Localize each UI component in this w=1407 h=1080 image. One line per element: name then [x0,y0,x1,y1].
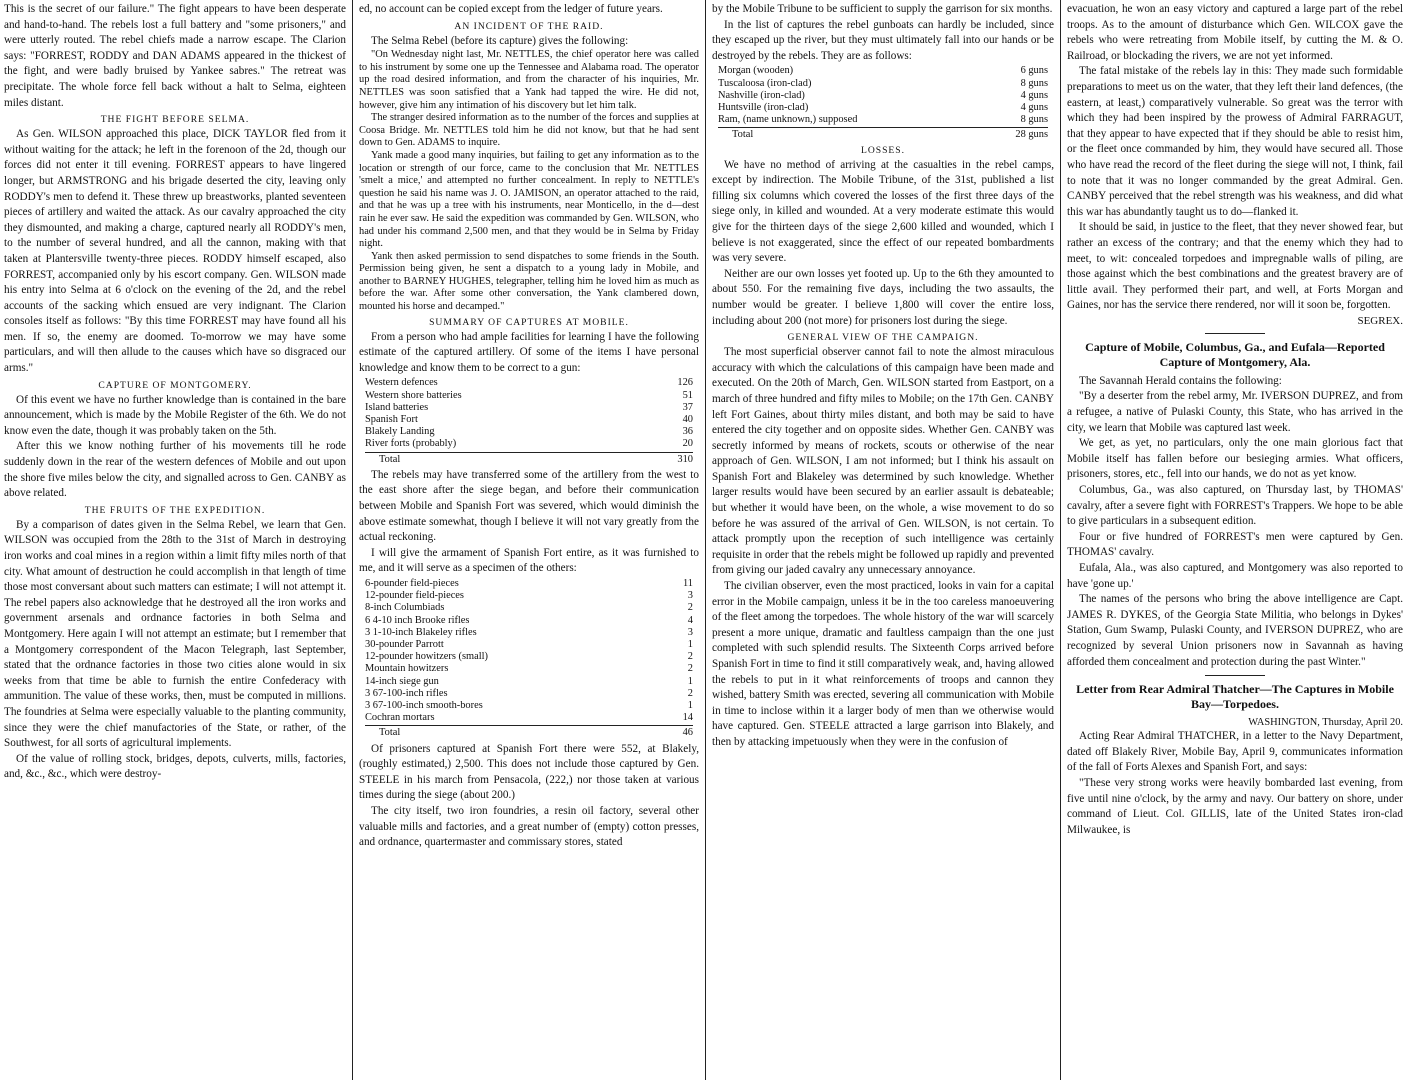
table-row [365,712,699,724]
row-value: 4 [687,614,693,626]
table-row [718,114,1054,126]
table-row [365,426,699,438]
article-paragraph: Of this event we have no further knowledge than is contained in the bare announcement, which is made by the Mobile Register of the 6th. We do not know even the date, though it was probably taken on the 5th. [4,393,346,437]
row-value: 14 [682,712,693,724]
article-paragraph: The fatal mistake of the rebels lay in this: They made such formidable preparations to meet us on the water, that they left their land defences, (the eastern, at least,) comparatively vulnerable. So great was the terror with which they had been inspired by the prowess of Admiral FARRAGUT, that they appear to have expected that if they should be able to resist him, or the fleet once commanded by him, they would have secured all. Those who have read the record of the fleet during the siege will not, I think, fail to note that it was no longer commanded by the great Admiral. Gen. CANBY perceived that the rebel strength was his weakness, and did what this war has abundantly taught us to do—flanked it. [1067,65,1403,218]
column-rule [1060,0,1061,1080]
article-divider [1205,333,1265,334]
row-value: 8 guns [1020,77,1048,89]
row-value: 3 [687,626,693,638]
row-label: 14-inch siege gun [365,675,439,687]
row-value: 2 [687,687,693,699]
row-value: 40 [682,414,693,426]
row-label: Spanish Fort [365,414,418,426]
article-paragraph: We get, as yet, no particulars, only the one main glorious fact that Mobile itself has fallen before our besieging armies. What officers, prisoners, stores, etc., fell into our hands, we do not as yet know. [1067,437,1403,481]
row-value: 126 [677,377,693,389]
article-paragraph: The Selma Rebel (before its capture) gives the following: [371,34,629,47]
row-value: 37 [682,401,693,413]
section-heading: AN INCIDENT OF THE RAID. [454,20,604,32]
article-paragraph: Of prisoners captured at Spanish Fort there were 552, at Blakely, (roughly estimated,) 2,500. This does not include those captured by Gen. STEELE in his march from Pensacola, (222,) nor those taken at various times during the siege (about 200.) [359,742,699,802]
table-row [365,700,699,712]
table-row [365,651,699,663]
article-paragraph: It should be said, in justice to the fleet, that they never showed fear, but rather an excess of the contrary; and that the enemy which they had to meet, to wit: concealed torpedoes and impregnable walls of piling, are those against which the best combinations and the greatest bravery are of little avail. They performed their part, and well, at Forts Morgan and Gaines, nor has the service there rendered, nor will it soon be, forgotten. [1067,221,1403,312]
article-paragraph: The city itself, two iron foundries, a resin oil factory, several other valuable mills and factories, and a great number of (empty) cotton presses, and ordnance, quartermaster and commissary stores, stated [359,805,699,849]
row-value: 2 [687,663,693,675]
row-label: Morgan (wooden) [718,65,794,77]
row-label: 6-pounder field-pieces [365,578,459,590]
table-row [365,676,699,688]
article-paragraph: From a person who had ample facilities for learning I have the following estimate of the captured artillery. Of some of the items I have personal knowledge and know them to be correct to a gun: [359,330,699,374]
row-value: 4 guns [1020,101,1048,113]
article-paragraph: Four or five hundred of FORREST's men were captured by Gen. THOMAS' cavalry. [1067,530,1403,559]
total-value: 28 guns [1015,129,1048,141]
table-row [718,78,1054,90]
row-label: 3 1-10-inch Blakeley rifles [365,626,477,638]
row-label: Tuscaloosa (iron-clad) [718,77,812,89]
table-row [365,438,699,450]
row-label: 3 67-100-inch rifles [365,687,448,699]
table-row [365,390,699,402]
table-row [365,402,699,414]
row-label: 8-inch Columbiads [365,602,445,614]
total-label: Total [732,129,754,141]
table-total [365,454,699,466]
total-label: Total [379,453,401,465]
total-rule [718,127,1048,128]
table-row [365,414,699,426]
row-label: Western defences [365,377,438,389]
row-value: 3 [687,590,693,602]
row-label: Huntsville (iron-clad) [718,101,809,113]
article-paragraph: This is the secret of our failure." The fight appears to have been desperate and hand-to-hand. The rebels lost a full battery and "some prisoners," and were utterly routed. The rebel chiefs made a narrow escape. The Clarion says: "FORREST, RODDY and DAN ADAMS appeared in the thickest of the fight, and were badly bruised by Yankee sabres." The retreat was precipitate. The whole force fell back without a halt to Selma, eighteen miles distant. [4,3,346,109]
row-label: Cochran mortars [365,712,435,724]
article-paragraph: The rebels may have transferred some of the artillery from the west to the east shore after the siege began, and before their communication between Mobile and Spanish Fort was severed, which would diminish the above estimate somewhat, though I believe it will not vary greatly from the actual reckoning. [359,468,699,544]
table-row [365,639,699,651]
article-paragraph: By a comparison of dates given in the Selma Rebel, we learn that Gen. WILSON was occupied from the 28th to the 31st of March in destroying iron works and coal mines in a region within a limit fifty miles north of that city. What amount of destruction he could accomplish in that length of time those most conversant about such matters can estimate; I will not attempt it. The rebel papers also acknowledge that he destroyed all the iron works and government arsenals and ordnance factories in both Selma and Montgomery. Here again I will not attempt an estimate; but I remember that a Montgomery correspondent of the Macon Telegraph, last September, stated that the ordnance factories in those two cities alone would in six weeks from that time be able to furnish the entire Confederacy with ammunition. The value of these works, then, must be computed in millions. The foundries at Selma were especially valuable to the planting community, since they were the chief manufactories of the State, or rather, of the Southwest, for all sorts of agricultural implements. [4,518,346,750]
table-row [718,65,1054,77]
article-paragraph: The names of the persons who bring the above intelligence are Capt. JAMES R. DYKES, of the Georgia State Militia, who belongs in Dykes' Station, Gum Swamp, Pulaski County, and IVERSON DUPREZ, who are recognized by several Union prisoners now in Savannah as having afforded them concealment and protection during the past Winter." [1067,593,1403,668]
article-paragraph: "These very strong works were heavily bombarded last evening, from five until nine o'clock, by the army and navy. Our battery on shore, under command of Lieut. Col. GILLIS, late of the United States iron-clad Milwaukee, is [1067,776,1403,836]
row-value: 20 [682,438,693,450]
article-paragraph: "By a deserter from the rebel army, Mr. IVERSON DUPREZ, and from a refugee, a native of Pulaski County, this State, who has arrived in the city, we learn that Mobile was captured last week. [1067,390,1403,434]
article-paragraph: "On Wednesday night last, Mr. NETTLES, the chief operator here was called to his instrument by some one up the Tennessee and Alabama road. The operator up the road desired information, and from the character of his inquiries, Mr. NETTLES was soon satisfied that a Yank had tapped the wire. He did not, however, give him any intimation of his discovery but let him talk. [359,49,699,111]
total-value: 46 [682,727,693,739]
row-label: 6 4-10 inch Brooke rifles [365,614,470,626]
article-paragraph: Acting Rear Admiral THATCHER, in a letter to the Navy Department, dated off Blakely River, Mobile Bay, April 9, communicates information of the fall of Forts Alexes and Spanish Fort, and says: [1067,730,1403,774]
table-total [365,727,699,739]
row-label: 12-pounder field-pieces [365,590,464,602]
article-paragraph: The stranger desired information as to the number of the forces and supplies at Coosa Bridge. Mr. NETTLES told him he did not know, but that he had sent down to Gen. ADAMS to inquire. [359,112,699,149]
row-label: 3 67-100-inch smooth-bores [365,700,483,712]
tally-table [365,377,699,465]
row-value: 2 [687,651,693,663]
tally-table [365,578,699,740]
section-heading: THE FIGHT BEFORE SELMA. [100,114,250,126]
section-heading: LOSSES. [860,144,906,156]
row-value: 8 guns [1020,114,1048,126]
article-headline: Capture of Mobile, Columbus, Ga., and Eufala—Reported Capture of Montgomery, Ala. [1085,339,1385,369]
table-row [365,377,699,389]
row-value: 4 guns [1020,89,1048,101]
row-value: 1 [687,700,693,712]
article-paragraph: Eufala, Ala., was also captured, and Montgomery was also reported to have 'gone up.' [1067,562,1403,590]
column-rule [705,0,706,1080]
row-value: 2 [687,602,693,614]
column-4 [1063,0,1407,1080]
table-row [365,590,699,602]
article-paragraph: After this we know nothing further of his movements till he rode suddenly down in the rear of the western defences of Mobile and out upon the shore five miles below the city, and signalled across to Gen. CANBY as above related. [4,440,346,500]
table-row [718,90,1054,102]
section-heading: SUMMARY OF CAPTURES AT MOBILE. [429,316,629,328]
article-paragraph: We have no method of arriving at the casualties in the rebel camps, except by indirection. The Mobile Tribune, of the 31st, published a list filling six columns which covered the losses of the first three days of the siege only, in killed and wounded. At a very moderate estimate this would give for the thirteen days of the siege 2,600 killed and wounded, which I believe is not exaggerated, since the effect of our repeated bombardments was very severe. [712,158,1054,265]
article-paragraph: In the list of captures the rebel gunboats can hardly be included, since they escaped up the river, but they must ultimately fall into our hands or be destroyed by the rebels. They are as follows: [712,18,1054,62]
article-paragraph: by the Mobile Tribune to be sufficient to supply the garrison for six months. [712,3,1053,15]
article-paragraph: Columbus, Ga., was also captured, on Thursday last, by THOMAS' cavalry, after a severe fight with FORREST's Trappers. We hope to be able to give particulars in a subsequent edition. [1067,484,1403,528]
table-row [718,102,1054,114]
row-label: Mountain howitzers [365,663,449,675]
row-label: 12-pounder howitzers (small) [365,651,488,663]
dateline: WASHINGTON, Thursday, April 20. [1248,717,1403,729]
article-paragraph: Yank then asked permission to send dispatches to some friends in the South. Permission being given, he sent a dispatch to a young lady in Mobile, and another to BARNEY HUGHES, telegrapher, telling him he loved him as much as before the war. After some other conversation, the Yank clambered down, mounted his horse and decamped." [359,250,699,313]
table-row [365,602,699,614]
row-value: 1 [687,675,693,687]
row-value: 1 [687,639,693,651]
table-row [365,615,699,627]
total-value: 310 [677,453,693,465]
article-paragraph: The most superficial observer cannot fail to note the almost miraculous accuracy with which the calculations of this campaign have been made and executed. On the 20th of March, Gen. WILSON started from Eastport, on a march of three hundred and fifty miles to Mobile; on the 17th Gen. CANBY left Fort Gaines, about thirty miles distant, and both may be said to have entered the city together and on opposite sides. Whether Gen. CANBY was secretly informed by means of rockets, scouts or otherwise of the near approach of Gen. WILSON, I am not informed; but I think his assault on Spanish Fort and Blakeley was determined by such knowledge. Whether larger results would have been secured by an earlier assault is debateable; but whether it would have been, on the whole, a wise movement to do so before he was assured of the arrival of Gen. WILSON, is not certain. To attack promptly upon the reception of such intelligence was certainly requisite in order that the rebels might be followed up rapidly and prevented from giving our jaded cavalry any unnecessary annoyance. [712,346,1054,577]
row-label: Blakely Landing [365,426,435,438]
row-label: Nashville (iron-clad) [718,89,805,101]
author-signature: SEGREX. [1357,314,1403,327]
row-value: 51 [682,389,693,401]
article-headline: Letter from Rear Admiral Thatcher—The Captures in Mobile Bay—Torpedoes. [1076,682,1394,712]
row-value: 11 [682,578,693,590]
row-label: Island batteries [365,401,429,413]
article-paragraph: evacuation, he won an easy victory and captured a large part of the rebel troops. As to the amount of disturbance which Gen. WILCOX gave the rebels who were retreating from Mobile itself, by cutting the M. & O. Railroad, or blockading the rivers, we are not yet informed. [1067,3,1403,62]
table-row [365,627,699,639]
row-label: 30-pounder Parrott [365,639,444,651]
article-paragraph: The civilian observer, even the most practiced, looks in vain for a capital error in the Mobile campaign, unless it be in the too careless manoeuvering of the fleet among the torpedoes. The whole history of the war will scarcely present a more unique, dramatic and faultless campaign than the one just completed with such splendid results. The Sixteenth Corps arrived before Spanish Fort in time to find it still comparatively weak, and, having allowed the rebels to put in it what reinforcements of troops and cannon they wished, battery Smith was erected, severing all communication with Mobile in time to inclose within it a larger body of men than we otherwise would have captured. Gen. STEELE attracted a large garrison into Blakely, and then by attacking impetuously when they were in the confusion of [712,580,1054,748]
column-1 [0,0,350,1080]
row-value: 6 guns [1020,65,1048,77]
row-label: River forts (probably) [365,438,457,450]
article-paragraph: ed, no account can be copied except from the ledger of future years. [359,3,663,15]
row-label: Ram, (name unknown,) supposed [718,114,858,126]
section-heading: THE FRUITS OF THE EXPEDITION. [84,504,266,516]
tally-table [718,65,1054,141]
total-label: Total [379,727,401,739]
article-paragraph: The Savannah Herald contains the following: [1079,374,1282,387]
row-value: 36 [682,426,693,438]
article-divider [1205,675,1265,676]
table-row [365,578,699,590]
article-paragraph: I will give the armament of Spanish Fort entire, as it was furnished to me, and it will serve as a specimen of the others: [359,546,699,575]
section-heading: GENERAL VIEW OF THE CAMPAIGN. [787,332,979,344]
section-heading: CAPTURE OF MONTGOMERY. [98,379,252,391]
table-row [365,688,699,700]
column-3 [708,0,1058,1080]
article-paragraph: Of the value of rolling stock, bridges, depots, culverts, mills, factories, and, &c., &c., which were destroy- [4,752,346,781]
column-rule [352,0,353,1080]
article-paragraph: Neither are our own losses yet footed up. Up to the 6th they amounted to about 550. For the remaining five days, including the two assaults, the number would be greater. I believe 1,800 will cover the entire loss, including about 200 (not more) for prisoners lost during the siege. [712,267,1054,327]
article-paragraph: Yank made a good many inquiries, but failing to get any information as to the location or strength of our force, came to the conclusion that Mr. NETTLES 'smelt a mice,' and attempted no further concealment. In reply to NETTLE's question he said his name was J. O. JAMISON, an operator attached to the raid, and that he was up a tree with his instruments, near Monticello, in the d—dest rain he ever saw. He said the expedition was commanded by Gen. WILSON, who had under his command 2,500 men, and that they would be in Selma by Friday night. [359,149,699,250]
article-paragraph: As Gen. WILSON approached this place, DICK TAYLOR fled from it without waiting for the attack; he left in the forenoon of the 2d, though our forces did not enter it till evening. FORREST appears to have lingered longer, but ARMSTRONG and his brigade deserted the city, leaving only RODDY's men to defend it. These threw up breastworks, planted seventeen pieces of artillery and waited the attack. As our cavalry approached the city they dismounted, and making a charge, captured nearly all RODDY's men, to the number of several hundred, and all the cannon, making with that taken at Plantersville twenty-three pieces. RODDY himself escaped, also FORREST, accompanied only by his escort company. Gen. WILSON made his entry into Selma at 6 o'clock on the evening of the 2d, and the rebel accounts of the sacking which ensued are very indignant. The Clarion consoles itself as follows: "By this time FORREST may have found all his men. If so, the enemy are doomed. To-morrow we may have some particulars, and will then allude to the causes which have so disgraced our arms." [4,128,346,375]
table-total [718,129,1054,141]
column-2 [355,0,703,1080]
total-rule [365,452,693,453]
row-label: Western shore batteries [365,389,462,401]
total-rule [365,725,693,726]
table-row [365,663,699,675]
